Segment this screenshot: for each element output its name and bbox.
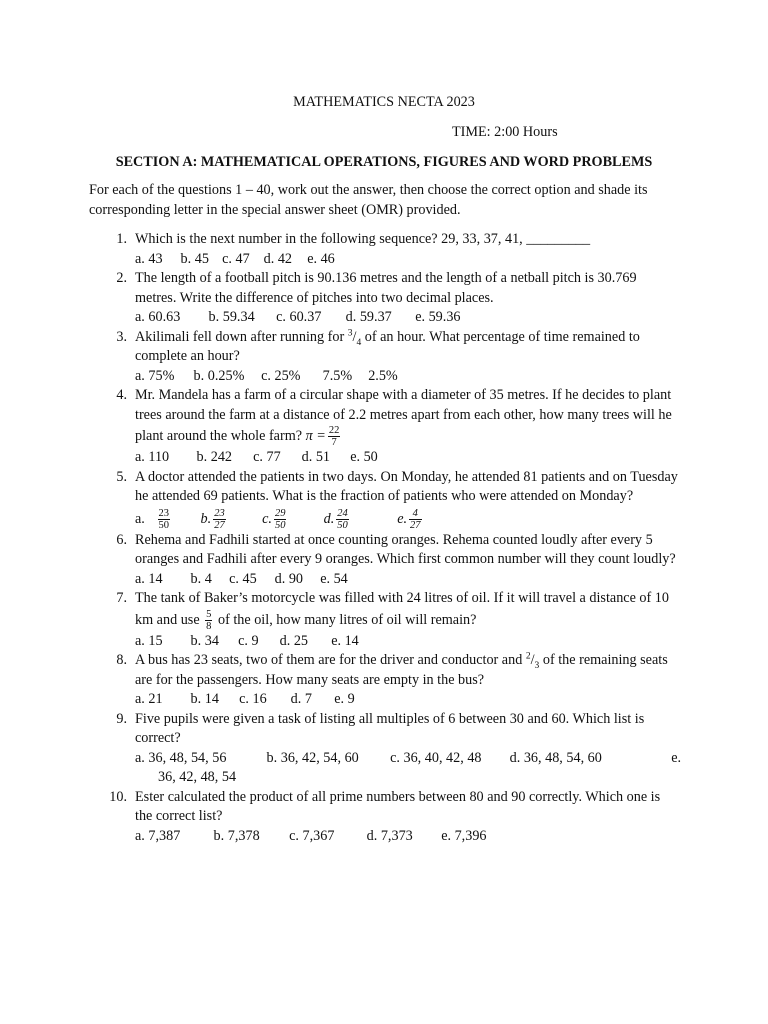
option-label: a. [135,510,145,527]
question-number: 2. [116,270,127,286]
option-c: c. 60.37 [276,309,322,325]
fraction-numerator: 24 [337,507,348,519]
option-fraction [158,508,171,531]
question-number: 6. [116,531,127,548]
option-b: b. 34 [190,632,219,649]
question-number: 1. [116,231,127,247]
fraction-numerator: 3 [347,327,353,338]
question-text: The length of a football pitch is 90.136 metres and the length of a netball pitch is 30.769 metres. Write the difference of pitches into two decimal places. [135,270,637,306]
question-8 [0,651,680,710]
answer-options-continued [135,768,680,788]
option-fraction [336,508,349,531]
option-d: d. 59.37 [345,309,392,325]
fraction-numerator: 2 [525,651,531,662]
option-fraction [213,508,226,531]
fraction-denominator: 50 [158,519,169,531]
option-d: d. 7 [290,691,312,708]
question-10 [0,788,680,847]
question-text-part: of the oil, how many litres of oil will remain? [214,611,477,628]
answer-options [135,507,680,531]
question-text: A doctor attended the patients in two days. On Monday, he attended 81 patients and on Tuesday he attended 69 patients. What is the fraction of patients who were attended on Monday? [135,468,678,504]
answer-options [135,250,680,270]
option-b: b. 7,378 [213,827,260,844]
option-b: b. 242 [196,449,233,465]
question-3 [0,328,680,387]
option-e: e. 7,396 [441,827,487,844]
question-number: 9. [116,710,127,727]
answer-options [135,367,680,387]
fraction-numerator: 4 [409,508,422,520]
option-e: e. 46 [307,250,335,267]
pi-fraction [328,425,341,448]
question-text: Which is the next number in the following sequence? 29, 33, 37, 41, _________ [135,231,591,247]
option-label: b. [200,510,212,527]
option-c: c. 77 [253,449,281,465]
answer-options [135,308,680,328]
question-text [135,386,680,448]
fraction-denominator: 27 [410,519,421,531]
option-d: d. 7,373 [366,827,413,844]
option-fraction [409,508,422,531]
question-fraction [205,609,212,632]
question-text: Akilimali fell down after running for $^3/_4$ of an hour. What percentage of time remained to complete an hour? [135,327,640,364]
question-text: Five pupils were given a task of listing all multiples of 6 between 30 and 60. Which list is correct? [135,710,645,747]
option-d [324,507,394,531]
question-9 [0,710,680,788]
answer-options [135,448,680,468]
option-c: c. 45 [229,570,257,587]
option-b: b. 45 [180,250,209,267]
option-c: c. 47 [222,250,250,267]
option-c: c. 36, 40, 42, 48 [390,749,482,766]
question-2 [0,269,680,328]
question-text-part: Akilimali fell down after running for [135,328,348,345]
option-a: a. 43 [135,250,163,267]
option-d: d. 90 [274,570,304,587]
question-number: 7. [116,590,127,607]
fraction-numerator: 23 [158,507,169,519]
option-fraction [274,508,287,531]
option-e: e. 50 [350,449,378,465]
option-b: b. 0.25% [193,367,245,384]
option-c: c. 16 [239,691,267,708]
question-number: 10. [109,788,127,805]
option-e: 2.5% [368,367,398,384]
fraction-denominator: 50 [274,519,286,531]
option-e: e. 14 [331,632,359,649]
answer-options [135,632,680,652]
option-c: c. 25% [261,367,301,384]
option-e-label: e. [671,749,682,766]
option-e [397,507,423,531]
question-1 [0,230,680,269]
document-title: MATHEMATICS NECTA 2023 [293,94,475,110]
option-a: a. 36, 48, 54, 56 [135,749,227,766]
option-e: 36, 42, 48, 54 [158,769,237,786]
option-a: a. 110 [135,449,170,465]
question-text-part: A bus has 23 seats, two of them are for the driver and conductor and [135,652,526,669]
question-text: Rehema and Fadhili started at once counting oranges. Rehema counted loudly after every 5 oranges and Fadhili after every 9 oranges. Which first common number will they count loudly? [135,531,676,568]
option-a: a. 60.63 [135,309,181,325]
option-d: d. 42 [263,250,293,267]
fraction-numerator: 5 [206,608,212,620]
option-label: c. [262,510,272,527]
option-label: e. [397,510,408,527]
option-a: a. 75% [135,367,175,384]
question-text-part: of the remaining seats are for the passengers. How many seats are empty in the bus? [135,652,668,688]
fraction-numerator: 22 [328,425,340,436]
fraction-denominator: 27 [214,519,225,531]
fraction-denominator: 3 [534,661,540,672]
option-c: c. 7,367 [289,827,335,844]
fraction-denominator: 50 [337,519,348,531]
question-6 [0,531,680,590]
option-d: d. 25 [279,632,309,649]
option-label: d. [323,510,335,527]
time-allowed: TIME: 2:00 Hours [452,124,558,140]
option-d: d. 36, 48, 54, 60 [509,749,602,766]
option-b [201,507,259,531]
option-d: d. 51 [301,449,331,465]
option-a: a. 14 [135,570,163,587]
fraction-denominator: 4 [356,337,362,348]
answer-options [135,827,680,847]
question-list [0,230,768,846]
question-text: Ester calculated the product of all prime numbers between 80 and 90 correctly. Which one is the correct list? [135,788,661,825]
answer-options [135,749,680,769]
option-a [135,507,197,531]
option-c [262,507,320,531]
option-e: e. 9 [334,691,355,708]
question-text [135,589,680,632]
question-4 [0,386,680,468]
question-text-part: The tank of Baker’s motorcycle was filled with 24 litres of oil. If it will travel a distance of 10 km and use [135,590,669,628]
answer-options [135,570,680,590]
option-b: b. 14 [190,691,219,708]
instructions: For each of the questions 1 – 40, work out the answer, then choose the correct option and shade its corresponding letter in the special answer sheet (OMR) provided. [89,182,648,218]
option-a: a. 15 [135,632,163,649]
question-number: 8. [116,652,127,669]
fraction-numerator: 29 [274,507,286,519]
option-c: c. 9 [238,632,259,649]
option-b: b. 59.34 [208,309,255,325]
question-7 [0,589,680,651]
fraction-denominator: 8 [206,620,212,632]
question-number: 5. [116,468,127,485]
option-b: b. 4 [190,570,212,587]
option-b: b. 36, 42, 54, 60 [266,749,359,766]
pi-symbol: π = [305,427,326,444]
option-a: a. 7,387 [135,827,181,844]
fraction-denominator: 7 [331,437,337,448]
question-text: A bus has 23 seats, two of them are for the driver and conductor and $^2/_3$ of the remaining seats are for the passengers. How many seats are empty in the bus? [135,651,668,688]
option-e: e. 54 [320,570,348,587]
question-text-part: Mr. Mandela has a farm of a circular shape with a diameter of 35 metres. If he decides to plant trees around the farm at a distance of 2.2 metres apart from each other, how many trees will he plant around the whole farm? [135,387,672,444]
option-d: 7.5% [322,367,353,384]
option-e: e. 59.36 [415,309,461,325]
question-number: 3. [116,328,127,345]
question-text-part: of an hour. What percentage of time remained to complete an hour? [135,328,640,364]
section-heading: SECTION A: MATHEMATICAL OPERATIONS, FIGURES AND WORD PROBLEMS [115,154,653,170]
option-a: a. 21 [135,691,163,708]
fraction-numerator: 23 [214,507,225,519]
answer-options [135,690,680,710]
question-5 [0,468,680,531]
question-number: 4. [116,387,127,403]
